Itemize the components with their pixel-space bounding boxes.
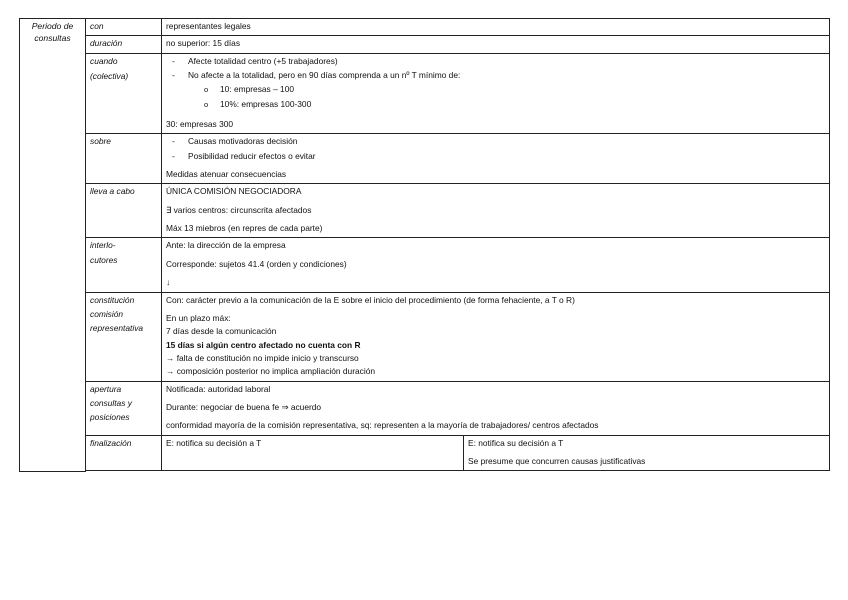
row-content	[162, 53, 830, 134]
content-line: E: notifica su decisión a T	[468, 437, 564, 448]
consultation-period-table	[19, 18, 830, 472]
key-line: posiciones	[90, 412, 130, 423]
content-line: ∃ varios centros: circunscrita afectados	[166, 204, 312, 215]
row-lleva-a-cabo	[20, 184, 830, 238]
content-line: Se presume que concurren causas justificativas	[468, 455, 646, 466]
row-duracion	[20, 36, 830, 53]
row-sobre	[20, 134, 830, 184]
content-line: Medidas atenuar consecuencias	[166, 169, 287, 180]
content-line: ÚNICA COMISIÓN NEGOCIADORA	[166, 186, 302, 197]
content-line: Máx 13 miebros (en repres de cada parte)	[166, 223, 323, 234]
row-content	[162, 19, 830, 36]
content-line: 7 días desde la comunicación	[166, 326, 277, 337]
content-line: representantes legales	[166, 21, 251, 31]
key-line: cuando	[90, 55, 118, 66]
sub-bullet-line: o 10: empresas – 100	[166, 84, 825, 95]
row-interlocutores	[20, 238, 830, 292]
row-key: con	[86, 19, 162, 36]
row-apertura	[20, 381, 830, 435]
key-line: comisión	[90, 308, 124, 319]
key-line: consultas y	[90, 397, 132, 408]
row-content	[162, 381, 830, 435]
content-line: 30: empresas 300	[166, 119, 234, 130]
bullet-line: - Causas motivadoras decisión	[166, 136, 825, 147]
row-key	[86, 292, 162, 381]
down-arrow-icon: ↓	[166, 277, 171, 288]
row-finalizacion	[20, 435, 830, 471]
row-content	[162, 238, 830, 292]
bullet-line: - Posibilidad reducir efectos o evitar	[166, 151, 825, 162]
content-line: no superior: 15 días	[166, 38, 241, 49]
row-content-right	[464, 435, 830, 471]
row-key: sobre	[86, 134, 162, 184]
content-line: En un plazo máx:	[166, 312, 231, 323]
row-key: duración	[86, 36, 162, 53]
content-line: → composición posterior no implica ampliación duración	[166, 366, 376, 377]
row-key	[86, 53, 162, 134]
row-content	[162, 134, 830, 184]
spacer-cell	[86, 471, 830, 472]
row-content	[162, 184, 830, 238]
row-constitucion	[20, 292, 830, 381]
row-key	[86, 381, 162, 435]
content-line: Durante: negociar de buena fe ⇒ acuerdo	[166, 401, 322, 412]
key-line: interlo-	[90, 240, 116, 251]
content-line: E: notifica su decisión a T	[166, 437, 262, 448]
key-line: constitución	[90, 294, 135, 305]
content-line: Ante: la dirección de la empresa	[166, 240, 286, 251]
row-con	[20, 19, 830, 36]
content-line: Notificada: autoridad laboral	[166, 383, 271, 394]
row-key: finalización	[86, 435, 162, 471]
bullet-line: - No afecte a la totalidad, pero en 90 días comprenda a un nº T mínimo de:	[166, 70, 825, 81]
bullet-line: - Afecte totalidad centro (+5 trabajadores)	[166, 56, 825, 67]
key-line: (colectiva)	[90, 71, 129, 82]
key-line: apertura	[90, 383, 122, 394]
section-title: Periodo de consultas	[31, 21, 74, 43]
row-spacer	[20, 471, 830, 472]
content-line: conformidad mayoría de la comisión representativa, sq: representen a la mayoría de trabajadores/ centros afectados	[166, 420, 599, 431]
row-key	[86, 238, 162, 292]
content-line: Corresponde: sujetos 41.4 (orden y condiciones)	[166, 258, 347, 269]
content-line: → falta de constitución no impide inicio y transcurso	[166, 352, 359, 363]
row-key: lleva a cabo	[86, 184, 162, 238]
section-cell	[20, 19, 86, 472]
key-line: representativa	[90, 323, 144, 334]
row-content	[162, 292, 830, 381]
content-line: 15 días si algún centro afectado no cuenta con R	[166, 339, 361, 350]
row-cuando	[20, 53, 830, 134]
key-line: cutores	[90, 254, 118, 265]
row-content-left	[162, 435, 464, 471]
row-content	[162, 36, 830, 53]
sub-bullet-line: o 10%: empresas 100-300	[166, 99, 825, 110]
content-line: Con: carácter previo a la comunicación de la E sobre el inicio del procedimiento (de forma fehaciente, a T o R)	[166, 294, 575, 305]
